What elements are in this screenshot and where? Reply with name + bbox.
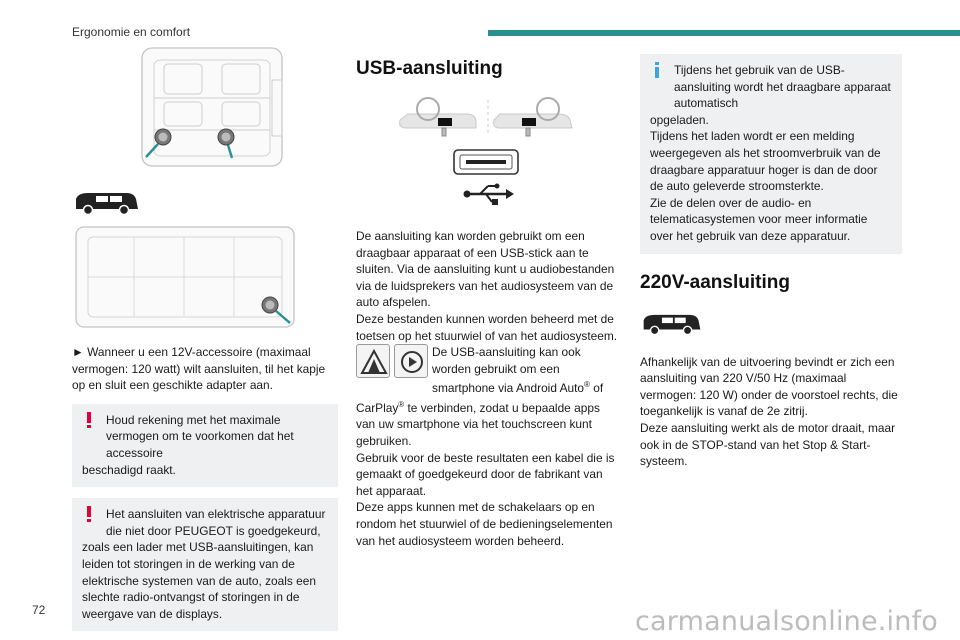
usb-paragraph-3-lead: De USB-aansluiting kan ook worden gebruikt om een smartphone via <box>432 345 581 396</box>
warning-notice-peugeot <box>72 498 338 631</box>
12v-socket-icon <box>218 129 234 145</box>
registered-mark: ® <box>398 399 405 409</box>
section-title-220v: 220V-aansluiting <box>640 271 790 293</box>
usb-paragraph-5: Deze apps kunnen met de schakelaars op en rondom het stuurwiel of de bedieningselementen van het audiosysteem worden beheerd. <box>356 500 613 548</box>
steering-wheel-usb-location-illustration <box>356 92 618 140</box>
running-header: Ergonomie en comfort <box>72 25 191 39</box>
warning-notice-power <box>72 404 338 487</box>
usb-paragraph-3 <box>356 344 618 450</box>
interior-top-view-illustration <box>72 40 338 170</box>
info-i-icon <box>650 62 664 78</box>
van-icon <box>640 310 704 338</box>
info-text-1: opgeladen. <box>650 112 709 127</box>
usb-paragraph-4: Gebruik voor de beste resultaten een kabel die is gemaakt of goedgekeurd door de fabrikant van het apparaat. <box>356 450 615 498</box>
watermark: carmanualsonline.info <box>635 606 938 637</box>
info-notice-usb-charging <box>640 54 902 254</box>
usb-paragraph-3-rest: te verbinden, zodat u bepaalde apps van uw smartphone via het touchscreen kunt gebruiken. <box>356 400 600 449</box>
column-left <box>72 40 338 631</box>
android-auto-icon <box>356 344 390 378</box>
warning-exclamation-icon <box>82 506 96 522</box>
usb-paragraph-2: Deze bestanden kunnen worden beheerd met de toetsen op het stuurwiel of van het audiosysteem. <box>356 311 618 343</box>
page-number: 72 <box>32 603 46 617</box>
column-right <box>640 40 902 470</box>
warning-text-rest: beschadigd raakt. <box>82 462 176 477</box>
220v-paragraph-2: Deze aansluiting werkt als de motor draait, maar ook in de STOP-stand van het Stop & Start-systeem. <box>640 420 896 469</box>
smartphone-apps-icons <box>356 344 428 378</box>
column-middle <box>356 40 618 549</box>
12v-socket-icon <box>262 297 278 313</box>
warning-exclamation-icon <box>82 412 96 428</box>
van-icon <box>72 189 142 217</box>
info-text-2: Tijdens het laden wordt er een melding weergegeven als het stroomverbruik van de draagbare apparatuur hoger is dan de door de auto geleverde stroomsterkte. <box>650 129 881 194</box>
registered-mark: ® <box>584 380 590 390</box>
220v-paragraph-1: Afhankelijk van de uitvoering bevindt er zich een aansluiting van 220 V/50 Hz (maximaal vermogen: 120 W) onder de voorstoel rechts, die toegankelijk is vanaf de 2e zitrij. <box>640 354 898 419</box>
cargo-floor-top-view-illustration <box>72 223 338 335</box>
usb-paragraph-1: De aansluiting kan worden gebruikt om een draagbaar apparaat of een USB-stick aan te sluiten. Via de aansluiting kunt u audiobestanden via de luidsprekers van het audiosysteem van de auto afspelen. <box>356 229 615 310</box>
carplay-label: of CarPlay <box>356 381 604 415</box>
instruction-bullet: ► Wanneer u een 12V-accessoire (maximaal vermogen: 120 watt) wilt aansluiten, til het kapje op en sluit een geschikte adapter aan. <box>72 345 326 393</box>
info-text-lead: Tijdens het gebruik van de USB-aansluiting wordt het draagbare apparaat automatisch <box>674 63 891 111</box>
warning-text-rest: zoals een lader met USB-aansluitingen, kan leiden tot storingen in de werking van de elektrische systemen van de auto, zoals een slechte radio-ontvangst of storingen in de weergave van de displays. <box>82 540 316 621</box>
warning-text-lead: Het aansluiten van elektrische apparatuur die niet door PEUGEOT is goedgekeurd, <box>106 507 326 538</box>
12v-socket-icon <box>155 129 171 145</box>
section-title-usb: USB-aansluiting <box>356 58 503 79</box>
android-auto-label: Android Auto <box>515 381 585 396</box>
carplay-icon <box>394 344 428 378</box>
usb-port-illustration <box>356 146 618 210</box>
usb-symbol-icon <box>464 184 515 206</box>
info-text-3: Zie de delen over de audio- en telematicasystemen voor meer informatie over het gebruik van deze apparatuur. <box>650 195 868 243</box>
warning-text-lead: Houd rekening met het maximale vermogen om te voorkomen dat het accessoire <box>106 412 294 460</box>
header-accent-bar <box>488 30 960 36</box>
